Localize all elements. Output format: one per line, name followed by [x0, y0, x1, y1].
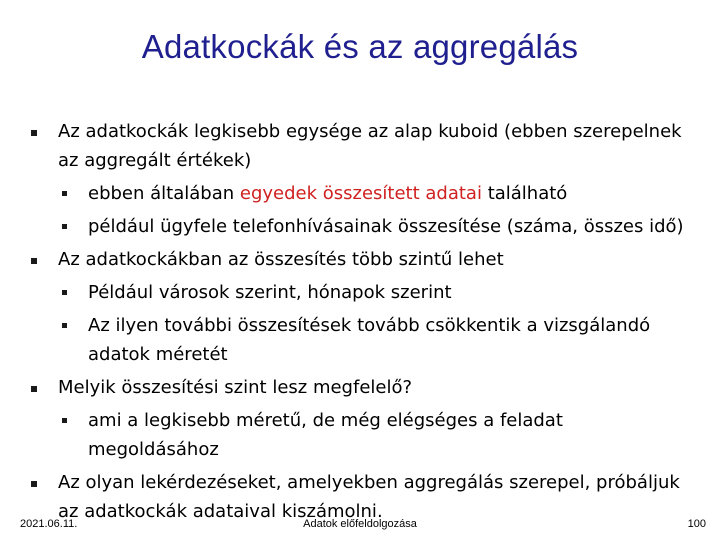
square-bullet-icon [62, 191, 67, 196]
square-bullet-icon [62, 290, 67, 295]
slide-content [28, 113, 698, 526]
footer-title: Adatok előfeldolgozása [303, 518, 417, 530]
sub-bullet-text: ami a legkisebb méretű, de még elégséges a feladat megoldásához [88, 410, 563, 460]
sub-bullet-text-pre: ebben általában [88, 183, 240, 204]
sub-bullet-text: Az ilyen további összesítések tovább csökkentik a vizsgálandó adatok méretét [88, 315, 651, 365]
sub-bullet-item [28, 179, 698, 208]
square-bullet-icon [62, 323, 67, 328]
bullet-item [28, 117, 698, 175]
sub-bullet-item [28, 212, 698, 241]
bullet-item [28, 373, 698, 402]
sub-bullet-text-post: található [481, 183, 568, 204]
square-bullet-icon [31, 386, 37, 392]
sub-bullet-text: Például városok szerint, hónapok szerint [88, 282, 452, 303]
square-bullet-icon [31, 481, 37, 487]
bullet-text: Az adatkockák legkisebb egysége az alap kuboid (ebben szerepelnek az aggregált értékek) [58, 121, 682, 171]
sub-bullet-item [28, 406, 698, 464]
sub-bullet-item [28, 311, 698, 369]
sub-bullet-item [28, 278, 698, 307]
sub-bullet-text: például ügyfele telefonhívásainak összesítése (száma, összes idő) [88, 216, 684, 237]
bullet-item [28, 245, 698, 274]
square-bullet-icon [62, 418, 67, 423]
square-bullet-icon [31, 258, 37, 264]
square-bullet-icon [31, 130, 37, 136]
bullet-text: Az adatkockákban az összesítés több szintű lehet [58, 249, 504, 270]
highlighted-text: egyedek összesített adatai [239, 183, 482, 204]
square-bullet-icon [62, 224, 67, 229]
page-number: 100 [687, 518, 706, 530]
bullet-text: Melyik összesítési szint lesz megfelelő? [58, 377, 413, 398]
slide-title: Adatkockák és az aggregálás [141, 28, 579, 65]
bullet-text: Az olyan lekérdezéseket, amelyekben aggregálás szerepel, próbáljuk az adatkockák adataival kiszámolni. [58, 472, 680, 522]
footer-date: 2021.06.11. [20, 518, 78, 530]
